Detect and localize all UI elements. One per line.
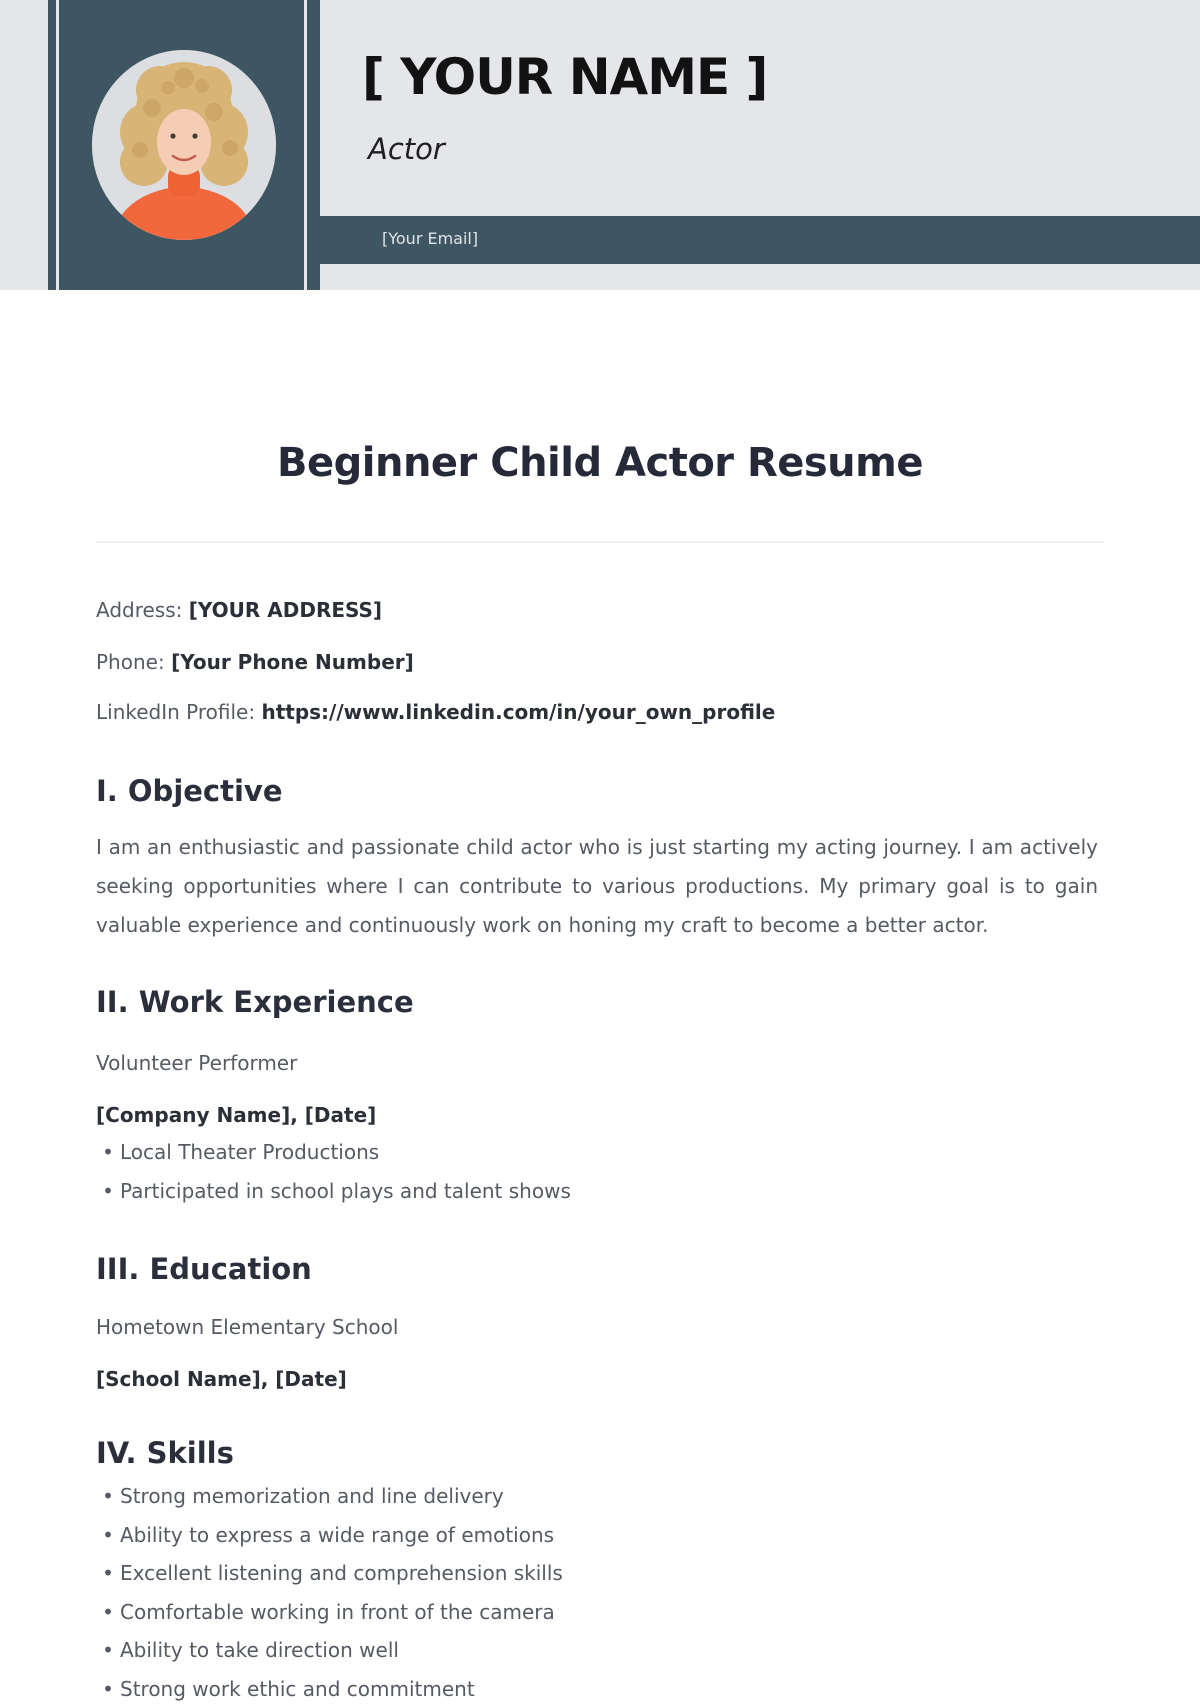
list-item: • Ability to express a wide range of emotions: [96, 1516, 563, 1555]
address-value: [YOUR ADDRESS]: [189, 598, 382, 622]
objective-heading: I. Objective: [96, 774, 283, 808]
document-title: Beginner Child Actor Resume: [0, 440, 1200, 486]
contact-address: [96, 598, 382, 622]
avatar: [92, 50, 276, 240]
education-detail: [School Name], [Date]: [96, 1367, 347, 1391]
skills-list: [96, 1477, 563, 1708]
avatar-photo: [92, 50, 276, 240]
education-school: Hometown Elementary School: [96, 1315, 398, 1339]
contact-phone: [96, 650, 414, 674]
list-item: • Ability to take direction well: [96, 1631, 563, 1670]
sidebar-rule-left: [56, 0, 59, 290]
skills-heading: IV. Skills: [96, 1436, 234, 1470]
email-bar: [320, 216, 1200, 264]
candidate-email: [Your Email]: [382, 229, 478, 248]
title-divider: [96, 541, 1104, 543]
objective-text: I am an enthusiastic and passionate child actor who is just starting my acting journey. I am actively seeking opportunities where I can contribute to various productions. My primary goal is to gain valuable experience and continuously work on honing my craft to become a better actor.: [96, 828, 1098, 945]
list-item: • Strong work ethic and commitment: [96, 1670, 563, 1708]
resume-header: [0, 0, 1200, 290]
address-label: Address:: [96, 598, 182, 622]
linkedin-label: LinkedIn Profile:: [96, 700, 255, 724]
candidate-role: Actor: [368, 132, 445, 166]
list-item: • Strong memorization and line delivery: [96, 1477, 563, 1516]
experience-position: Volunteer Performer: [96, 1051, 297, 1075]
experience-list: [96, 1133, 571, 1210]
experience-company: [Company Name], [Date]: [96, 1103, 376, 1127]
list-item: • Excellent listening and comprehension skills: [96, 1554, 563, 1593]
candidate-name: [ YOUR NAME ]: [362, 48, 767, 106]
sidebar-rule-right: [304, 0, 307, 290]
phone-label: Phone:: [96, 650, 165, 674]
linkedin-value: https://www.linkedin.com/in/your_own_profile: [261, 700, 775, 724]
list-item: • Local Theater Productions: [96, 1133, 571, 1172]
list-item: • Participated in school plays and talent shows: [96, 1172, 571, 1211]
phone-value: [Your Phone Number]: [171, 650, 414, 674]
work-experience-heading: II. Work Experience: [96, 985, 414, 1019]
contact-linkedin: [96, 700, 775, 724]
list-item: • Comfortable working in front of the camera: [96, 1593, 563, 1632]
education-heading: III. Education: [96, 1252, 312, 1286]
